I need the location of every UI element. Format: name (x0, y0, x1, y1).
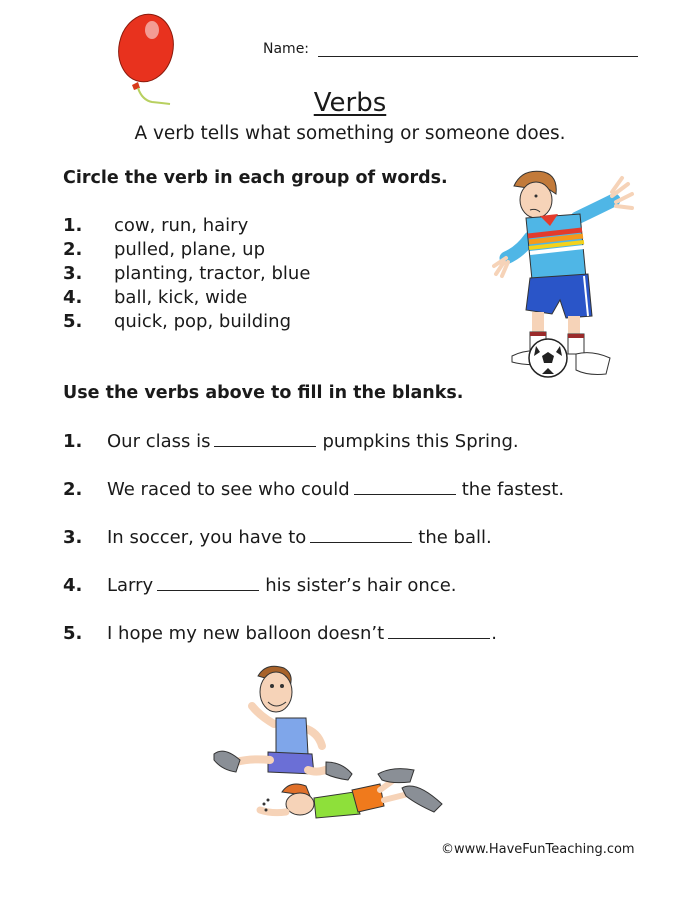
word-group[interactable]: cow, run, hairy (114, 215, 249, 236)
blank-field[interactable] (354, 479, 456, 495)
blank-field[interactable] (157, 575, 259, 591)
word-group[interactable]: planting, tractor, blue (114, 263, 311, 284)
item-number: 3. (63, 263, 83, 284)
word-group[interactable]: pulled, plane, up (114, 239, 265, 260)
sentence-start: In soccer, you have to (107, 527, 307, 548)
sentence-end: the fastest. (461, 479, 565, 500)
item-number: 2. (63, 479, 83, 500)
list-item (63, 431, 564, 479)
item-number: 5. (63, 311, 83, 332)
name-label: Name: (263, 41, 310, 57)
section-heading-fill: Use the verbs above to fill in the blanks. (63, 383, 464, 403)
list-item (63, 479, 564, 527)
sentence-start: Larry (107, 575, 154, 596)
runners-illustration (202, 662, 452, 836)
sentence-end: his sister’s hair once. (265, 575, 457, 596)
item-number: 2. (63, 239, 83, 260)
circle-verb-list (63, 214, 310, 334)
sentence-end: . (491, 623, 497, 644)
item-number: 1. (63, 215, 83, 236)
item-number: 1. (63, 431, 83, 452)
fill-blank-list (63, 431, 564, 671)
sentence-end: pumpkins this Spring. (322, 431, 519, 452)
list-item (63, 527, 564, 575)
soccer-player-illustration (492, 166, 637, 390)
name-field[interactable] (318, 56, 638, 57)
list-item[interactable] (63, 286, 310, 310)
page-subtitle: A verb tells what something or someone does. (134, 123, 566, 144)
page-title: Verbs (313, 88, 387, 118)
blank-field[interactable] (388, 623, 490, 639)
blank-field[interactable] (214, 431, 316, 447)
sentence-start: I hope my new balloon doesn’t (107, 623, 385, 644)
list-item[interactable] (63, 310, 310, 334)
copyright-footer: ©www.HaveFunTeaching.com (441, 842, 635, 857)
sentence-start: We raced to see who could (107, 479, 350, 500)
sentence-start: Our class is (107, 431, 211, 452)
section-heading-circle: Circle the verb in each group of words. (63, 168, 448, 188)
sentence-end: the ball. (418, 527, 492, 548)
item-number: 4. (63, 575, 83, 596)
list-item[interactable] (63, 238, 310, 262)
item-number: 5. (63, 623, 83, 644)
blank-field[interactable] (310, 527, 412, 543)
list-item[interactable] (63, 214, 310, 238)
word-group[interactable]: ball, kick, wide (114, 287, 248, 308)
word-group[interactable]: quick, pop, building (114, 311, 292, 332)
list-item[interactable] (63, 262, 310, 286)
list-item (63, 575, 564, 623)
item-number: 3. (63, 527, 83, 548)
item-number: 4. (63, 287, 83, 308)
